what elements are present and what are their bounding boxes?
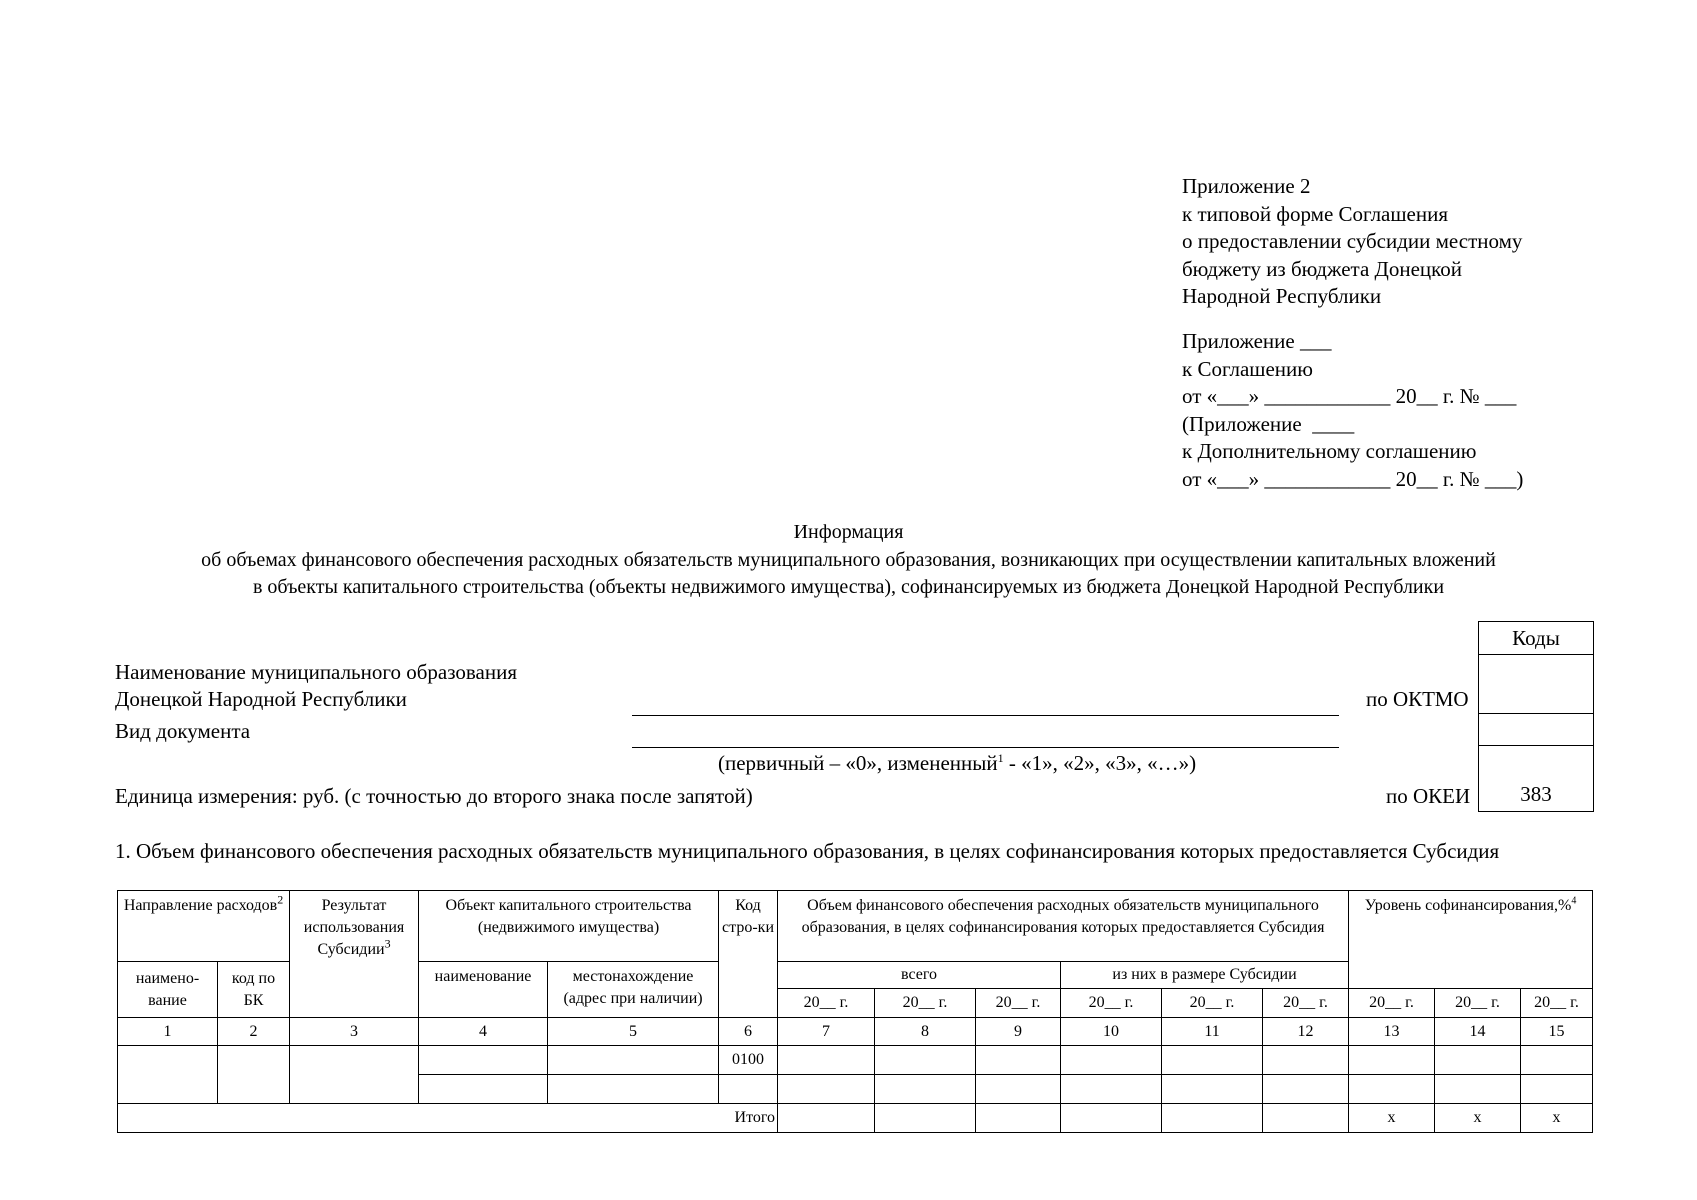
cell-value[interactable] [976,1075,1061,1104]
cell-value[interactable] [778,1046,875,1075]
cell-value[interactable] [1435,1075,1521,1104]
header-year: 20__ г. [1263,989,1349,1018]
cell-bk-code[interactable] [218,1046,290,1104]
section-1-title: 1. Объем финансового обеспечения расходных обязательств муниципального образования, в целях софинансирования которых предоставляется Субсидия [115,839,1500,863]
total-row [118,1104,1593,1133]
agreement-line: от «___» ____________ 20__ г. № ___ [1182,384,1517,408]
total-label: Итого [118,1104,778,1133]
cell-value[interactable] [1521,1046,1593,1075]
appendix-line: Приложение 2 [1182,174,1311,198]
appendix-line: Народной Республики [1182,284,1382,308]
header-year: 20__ г. [1521,989,1593,1018]
appendix-line: о предоставлении субсидии местному [1182,229,1523,253]
header-total: всего [778,962,1061,989]
cell-value[interactable] [1263,1075,1349,1104]
header-direction-text: Направление расходов [123,897,278,914]
doc-title: Информация [793,521,904,543]
agreement-line: (Приложение ____ [1182,411,1355,436]
column-number: 2 [218,1018,290,1046]
header-object-location: местонахождение (адрес при наличии) [548,962,719,1018]
total-value[interactable] [875,1104,976,1133]
column-number: 12 [1263,1018,1349,1046]
municipality-label: Наименование муниципального образования [115,660,517,684]
column-number: 5 [548,1018,719,1046]
column-number: 15 [1521,1018,1593,1046]
cell-value[interactable] [875,1046,976,1075]
cell-object-location[interactable] [548,1075,719,1104]
header-level-text: Уровень софинансирования,% [1364,897,1572,914]
total-value[interactable] [1061,1104,1162,1133]
table-row [118,1046,1593,1075]
cell-row-code[interactable] [719,1075,778,1104]
column-number: 8 [875,1018,976,1046]
footnote-4: 4 [1571,895,1577,907]
agreement-line: Приложение ___ [1182,329,1332,353]
cell-value[interactable] [1521,1075,1593,1104]
cell-name[interactable] [118,1046,218,1104]
column-number: 1 [118,1018,218,1046]
header-direction [118,891,290,962]
header-year: 20__ г. [1061,989,1162,1018]
header-year: 20__ г. [1162,989,1263,1018]
column-number: 10 [1061,1018,1162,1046]
header-row-code: Код стро-ки [719,891,778,1018]
footnote-1: 1 [997,751,1004,765]
financing-table [117,890,1593,1133]
appendix-line: к типовой форме Соглашения [1182,201,1448,226]
column-number: 7 [778,1018,875,1046]
cell-result[interactable] [290,1046,419,1104]
header-year: 20__ г. [875,989,976,1018]
doc-type-hint-text: - «1», «2», «3», «…») [1003,751,1197,775]
column-number: 14 [1435,1018,1521,1046]
cell-value[interactable] [1349,1075,1435,1104]
footnote-3: 3 [384,936,391,951]
column-number: 3 [290,1018,419,1046]
doc-subtitle-1: об объемах финансового обеспечения расходных обязательств муниципального образования, возникающих при осуществлении капитальных вложений [201,549,1496,571]
header-year: 20__ г. [1349,989,1435,1018]
cell-value[interactable] [1162,1075,1263,1104]
agreement-line: к Дополнительному соглашению [1182,439,1477,463]
doc-type-label: Вид документа [115,719,251,743]
header-level [1349,891,1593,989]
header-volume: Объем финансового обеспечения расходных обязательств муниципального образования, в целях софинансирования которых предоставляется Субсидия [778,891,1349,962]
cell-value[interactable] [1435,1046,1521,1075]
codes-box [1478,621,1594,812]
header-result-text: Результат использования Субсидии [303,897,405,958]
doc-type-field[interactable] [632,747,1339,748]
header-name: наимено-вание [118,962,218,1018]
total-x-mark: x [1349,1104,1435,1133]
total-value[interactable] [1162,1104,1263,1133]
cell-value[interactable] [976,1046,1061,1075]
cell-value[interactable] [1349,1046,1435,1075]
codes-header: Коды [1479,622,1594,655]
doc-type-hint-text: (первичный – «0», измененный [718,751,998,775]
cell-object-location[interactable] [548,1046,719,1075]
header-year: 20__ г. [976,989,1061,1018]
total-value[interactable] [778,1104,875,1133]
header-object: Объект капитального строительства (недвижимого имущества) [419,891,719,962]
cell-row-code: 0100 [719,1046,778,1075]
oktmo-code-cell[interactable] [1479,655,1594,714]
header-bk-code: код по БК [218,962,290,1018]
agreement-line: от «___» ____________ 20__ г. № ___) [1182,466,1524,491]
oktmo-label: по ОКТМО [1366,687,1469,711]
column-number: 11 [1162,1018,1263,1046]
column-number: 6 [719,1018,778,1046]
cell-value[interactable] [778,1075,875,1104]
doc-type-code-cell[interactable] [1479,714,1594,746]
column-number: 9 [976,1018,1061,1046]
agreement-reference [1182,328,1523,493]
header-year: 20__ г. [1435,989,1521,1018]
total-value[interactable] [976,1104,1061,1133]
header-subsidy: из них в размере Субсидии [1061,962,1349,989]
total-x-mark: x [1521,1104,1593,1133]
cell-value[interactable] [1061,1075,1162,1104]
appendix-line: бюджету из бюджета Донецкой [1182,256,1463,281]
doc-subtitle-2: в объекты капитального строительства (объекты недвижимого имущества), софинансируемых из бюджета Донецкой Народной Республики [252,576,1445,598]
cell-value[interactable] [1061,1046,1162,1075]
unit-label: Единица измерения: руб. (с точностью до второго знака после запятой) [115,784,753,808]
municipality-field[interactable] [632,715,1339,716]
doc-type-hint [718,751,1196,775]
header-result [290,891,419,1018]
column-number: 4 [419,1018,548,1046]
total-value[interactable] [1263,1104,1349,1133]
footnote-2: 2 [277,892,284,907]
cell-object-name[interactable] [419,1075,548,1104]
cell-value[interactable] [1162,1046,1263,1075]
appendix-header [1182,173,1522,311]
total-x-mark: x [1435,1104,1521,1133]
cell-value[interactable] [875,1075,976,1104]
okei-label: по ОКЕИ [1386,784,1471,808]
header-object-name: наименование [419,962,548,1018]
column-number: 13 [1349,1018,1435,1046]
cell-object-name[interactable] [419,1046,548,1075]
okei-code-cell: 383 [1479,746,1594,812]
municipality-label-2: Донецкой Народной Республики [115,687,407,711]
agreement-line: к Соглашению [1182,356,1313,381]
cell-value[interactable] [1263,1046,1349,1075]
header-year: 20__ г. [778,989,875,1018]
